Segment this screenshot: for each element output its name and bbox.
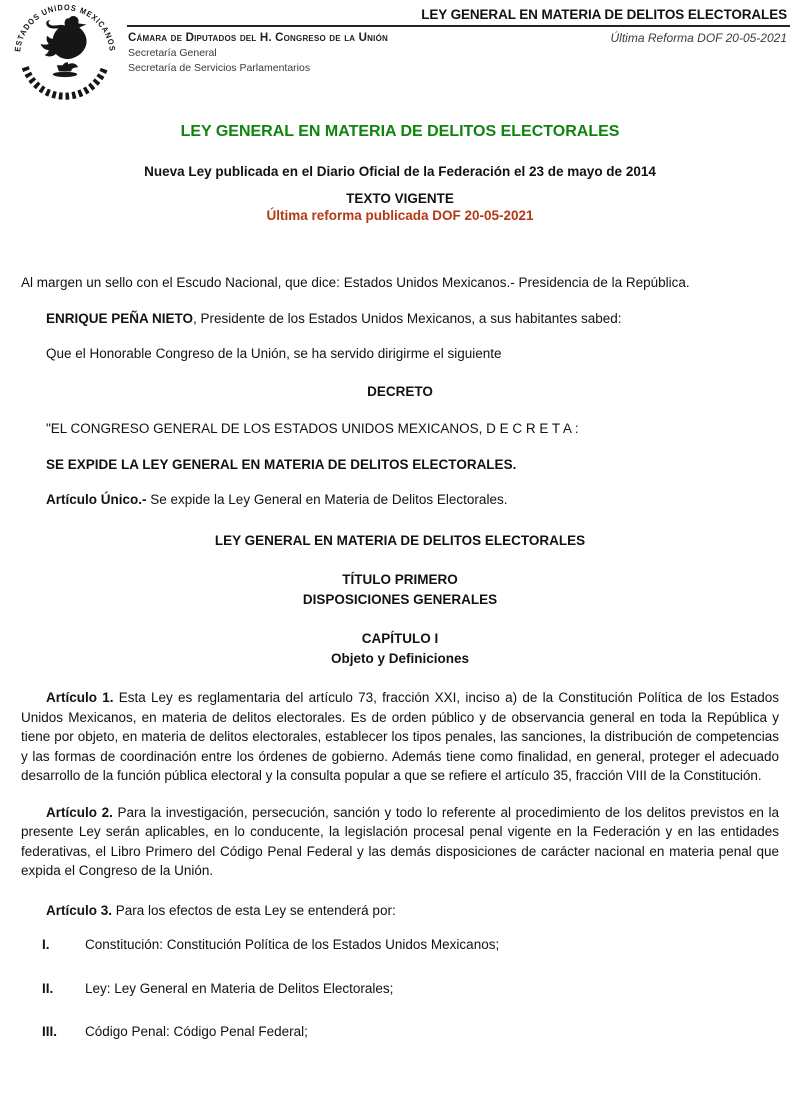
titulo-line1: TÍTULO PRIMERO <box>342 572 458 587</box>
mexican-coat-of-arms-icon <box>14 2 116 104</box>
body-text <box>21 273 779 1042</box>
header-org-block <box>128 31 388 75</box>
capitulo-line2: Objeto y Definiciones <box>330 650 470 666</box>
texto-vigente-label: TEXTO VIGENTE <box>346 191 454 206</box>
titulo-primero-heading <box>21 570 779 609</box>
header-divider <box>127 25 790 27</box>
org-name: Cámara de Diputados del H. Congreso de la Unión <box>128 32 388 44</box>
definition-item-1 <box>21 935 779 955</box>
org-servicios-parlamentarios: Secretaría de Servicios Parlamentarios <box>128 61 311 74</box>
articulo-unico-lead: Artículo Único.- <box>46 492 147 507</box>
definition-numeral: II. <box>42 980 54 996</box>
law-main-title: LEY GENERAL EN MATERIA DE DELITOS ELECTORALES <box>180 123 620 140</box>
president-name: ENRIQUE PEÑA NIETO <box>46 310 194 326</box>
titulo-line2: DISPOSICIONES GENERALES <box>302 591 498 607</box>
articulo-1-text: Esta Ley es reglamentaria del artículo 73, fracción XXI, inciso a) de la Constitución Política de los Estados Unidos Mexicanos, en materia de delitos electorales. Es de orden público y de observancia general en toda la República y tiene por objeto, en materia de delitos electorales, establecer los tipos penales, las sanciones, la distribución de competencias y las formas de coordinación entre los órdenes de gobierno. Además tiene como finalidad, en general, proteger el adecuado desarrollo de la función pública electoral y la consulta popular a que se refiere el artículo 35, fracción VIII de la Constitución. <box>21 690 779 783</box>
articulo-3 <box>21 901 779 921</box>
articulo-1 <box>21 688 779 786</box>
page-header <box>0 0 800 110</box>
articulo-2-text: Para la investigación, persecución, sanción y todo lo referente al procedimiento de los delitos previstos en la presente Ley serán aplicables, en lo conducente, la legislación procesal penal vigente en la Federación y en las entidades federativas, el Libro Primero del Código Penal Federal y las demás disposiciones de carácter nacional en materia penal que expida el Congreso de la Unión. <box>21 804 780 878</box>
articulo-3-text: Para los efectos de esta Ley se entenderá por: <box>112 902 396 918</box>
articulo-2 <box>21 803 779 881</box>
paragraph-expide: SE EXPIDE LA LEY GENERAL EN MATERIA DE DELITOS ELECTORALES. <box>46 456 517 472</box>
paragraph-congress-intro: Que el Honorable Congreso de la Unión, se ha servido dirigirme el siguiente <box>46 346 502 361</box>
president-rest: , Presidente de los Estados Unidos Mexicanos, a sus habitantes sabed: <box>193 310 622 326</box>
seal-svg <box>14 2 116 104</box>
definition-numeral: III. <box>42 1024 58 1039</box>
capitulo-line1: CAPÍTULO I <box>361 631 439 646</box>
definition-text: Constitución: Constitución Política de los Estados Unidos Mexicanos; <box>85 937 500 952</box>
articulo-3-lead: Artículo 3. <box>46 902 113 918</box>
articulo-unico-text: Se expide la Ley General en Materia de Delitos Electorales. <box>146 492 508 507</box>
definition-item-2 <box>21 979 779 999</box>
definition-item-3 <box>21 1022 779 1042</box>
header-last-reform: Última Reforma DOF 20-05-2021 <box>610 31 787 45</box>
org-secretaria-general: Secretaría General <box>128 46 217 59</box>
definition-text: Ley: Ley General en Materia de Delitos Electorales; <box>85 980 394 996</box>
definitions-list <box>21 935 779 1042</box>
last-reform-line: Última reforma publicada DOF 20-05-2021 <box>266 208 534 223</box>
header-document-title: LEY GENERAL EN MATERIA DE DELITOS ELECTORALES <box>421 7 787 22</box>
definition-text: Código Penal: Código Penal Federal; <box>85 1024 308 1039</box>
capitulo-heading <box>21 629 779 668</box>
definition-numeral: I. <box>42 937 50 952</box>
paragraph-articulo-unico <box>21 490 779 510</box>
paragraph-president <box>21 309 779 329</box>
articulo-1-lead: Artículo 1. <box>46 690 114 705</box>
law-title-heading: LEY GENERAL EN MATERIA DE DELITOS ELECTORALES <box>214 532 586 548</box>
decreto-heading: DECRETO <box>367 383 433 399</box>
paragraph-margin-seal: Al margen un sello con el Escudo Nacional, que dice: Estados Unidos Mexicanos.- Presidencia de la República. <box>21 275 690 290</box>
document-content <box>21 110 779 1066</box>
svg-text:ESTADOS UNIDOS MEXICANOS: ESTADOS UNIDOS MEXICANOS <box>14 3 116 53</box>
articulo-2-lead: Artículo 2. <box>46 804 113 820</box>
publication-line: Nueva Ley publicada en el Diario Oficial de la Federación el 23 de mayo de 2014 <box>144 164 656 179</box>
paragraph-decreta: "EL CONGRESO GENERAL DE LOS ESTADOS UNIDOS MEXICANOS, D E C R E T A : <box>46 421 579 436</box>
